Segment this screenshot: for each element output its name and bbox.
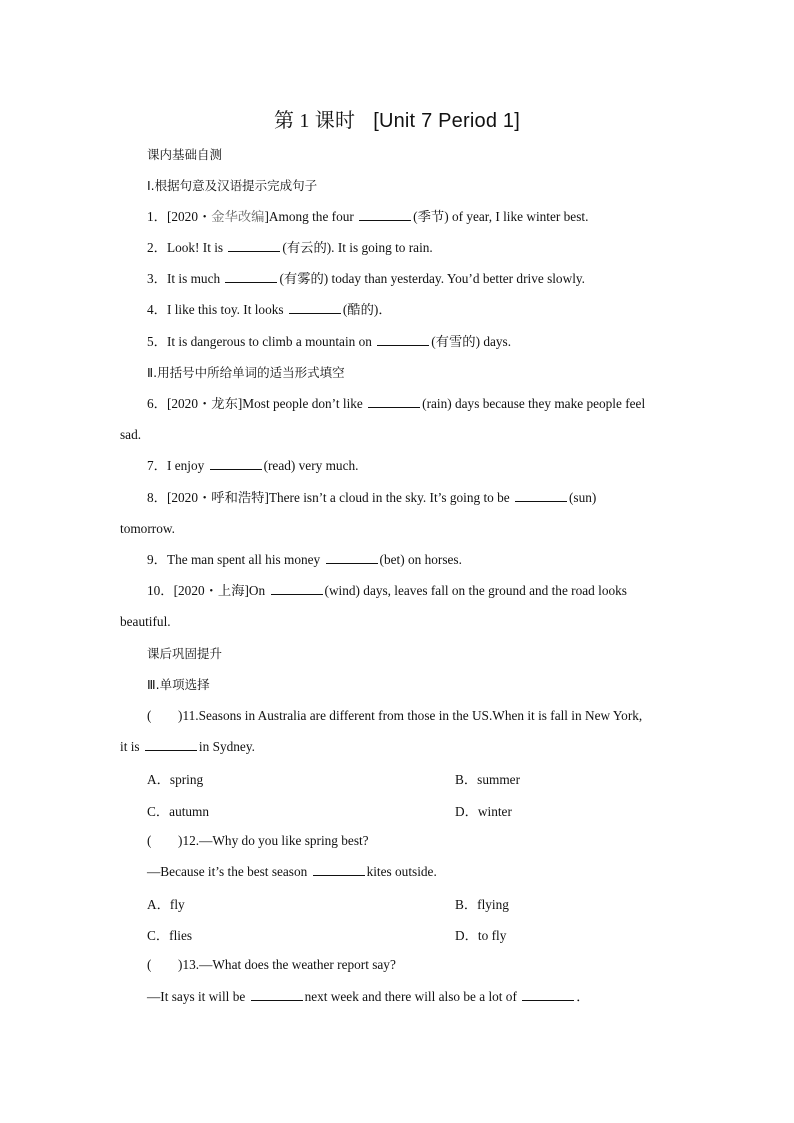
answer-blank[interactable] — [326, 551, 378, 564]
answer-blank[interactable] — [251, 988, 303, 1001]
answer-paren[interactable]: ( ) — [147, 957, 183, 972]
answer-blank[interactable] — [210, 457, 262, 470]
question-3: 3．It is much (有雾的) today than yesterday. You’d better drive slowly. — [147, 271, 585, 286]
question-4: 4．I like this toy. It looks (酷的)． — [147, 302, 392, 317]
question-13: ( )13.—What does the weather report say? — [147, 957, 396, 972]
page-title — [0, 104, 794, 133]
question-6-continued: sad. — [120, 427, 142, 442]
answer-paren[interactable]: ( ) — [147, 708, 183, 723]
question-11: ( )11.Seasons in Australia are different from those in the US.When it is fall in New York, — [147, 708, 643, 723]
option-a[interactable]: A．spring — [147, 772, 204, 787]
answer-blank[interactable] — [271, 582, 323, 595]
answer-blank[interactable] — [145, 738, 197, 751]
question-12-line2: —Because it’s the best season kites outside. — [147, 864, 437, 879]
part3-heading: Ⅲ.单项选择 — [147, 677, 210, 692]
question-source: 金华改编 — [211, 209, 265, 224]
question-7: 7．I enjoy (read) very much. — [147, 458, 359, 473]
question-11-continued: it is in Sydney. — [120, 739, 255, 754]
answer-blank[interactable] — [515, 489, 567, 502]
option-c[interactable]: C．flies — [147, 928, 193, 943]
option-b[interactable]: B．flying — [455, 897, 509, 912]
title-unit: [Unit 7 Period 1] — [373, 110, 520, 132]
question-2: 2．Look! It is (有云的). It is going to rain. — [147, 240, 433, 255]
question-12: ( )12.—Why do you like spring best? — [147, 833, 369, 848]
option-c[interactable]: C．autumn — [147, 804, 210, 819]
question-10: 10．[2020・上海]On (wind) days, leaves fall on the ground and the road looks — [147, 583, 627, 598]
option-d[interactable]: D．winter — [455, 804, 512, 819]
answer-paren[interactable]: ( ) — [147, 833, 183, 848]
answer-blank[interactable] — [377, 333, 429, 346]
answer-blank[interactable] — [289, 301, 341, 314]
answer-blank[interactable] — [225, 270, 277, 283]
title-lesson: 第 1 课时 — [273, 110, 356, 132]
option-b[interactable]: B．summer — [455, 772, 521, 787]
answer-blank[interactable] — [522, 988, 574, 1001]
answer-blank[interactable] — [228, 239, 280, 252]
section-heading-after-class: 课后巩固提升 — [147, 646, 223, 661]
option-d[interactable]: D．to fly — [455, 928, 507, 943]
question-13-line2: —It says it will be next week and there will also be a lot of ． — [147, 989, 590, 1004]
question-5: 5．It is dangerous to climb a mountain on (有雪的) days. — [147, 334, 512, 349]
question-1: 1．[2020・金华改编]Among the four (季节) of year, I like winter best. — [147, 209, 589, 224]
part2-heading: Ⅱ.用括号中所给单词的适当形式填空 — [147, 365, 345, 380]
part1-heading: Ⅰ.根据句意及汉语提示完成句子 — [147, 178, 318, 193]
question-6: 6．[2020・龙东]Most people don’t like (rain) days because they make people feel — [147, 396, 646, 411]
question-8: 8．[2020・呼和浩特]There isn’t a cloud in the sky. It’s going to be (sun) — [147, 490, 597, 505]
answer-blank[interactable] — [368, 395, 420, 408]
section-heading-in-class: 课内基础自测 — [147, 147, 223, 162]
answer-blank[interactable] — [313, 863, 365, 876]
question-10-continued: beautiful. — [120, 614, 171, 629]
question-9: 9．The man spent all his money (bet) on horses. — [147, 552, 462, 567]
option-a[interactable]: A．fly — [147, 897, 185, 912]
answer-blank[interactable] — [359, 208, 411, 221]
question-8-continued: tomorrow. — [120, 521, 175, 536]
